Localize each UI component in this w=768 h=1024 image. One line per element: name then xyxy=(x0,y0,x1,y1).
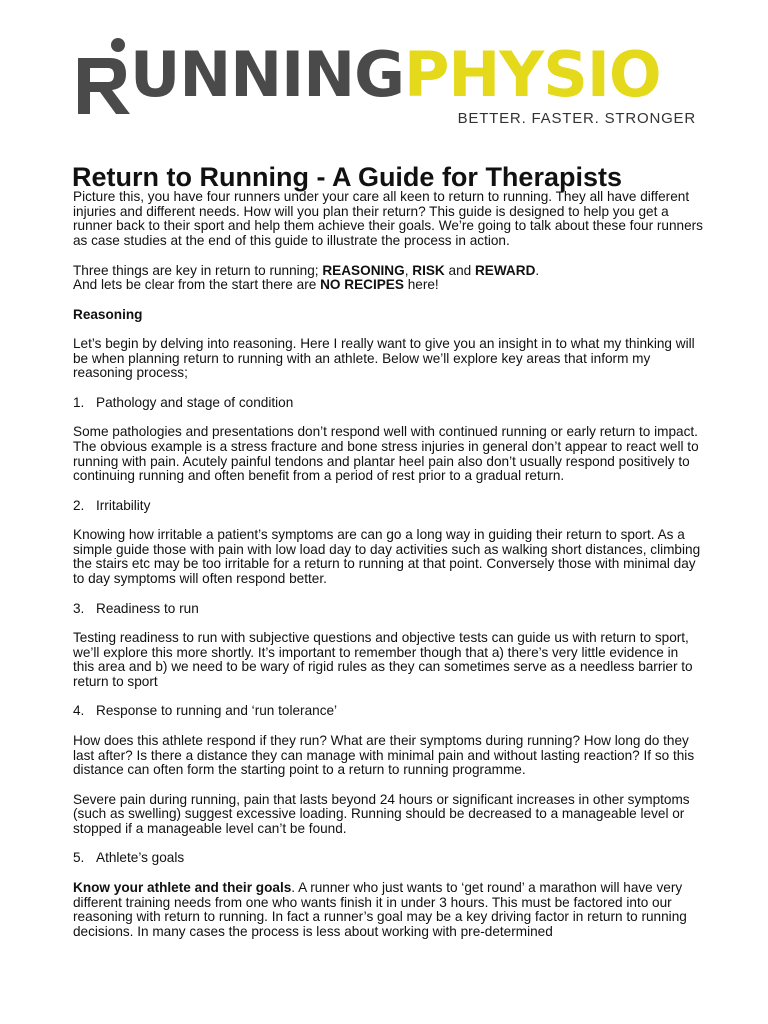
key-comma: , xyxy=(404,262,413,278)
readiness-paragraph: Testing readiness to run with subjective questions and objective tests can guide us with return to sport, we’ll explore this more shortly. It’s important to remember though that a) there’s very little evidence in this area and b) we need to be wary of rigid rules as they can sometimes serve as a needless barrier to return to sport xyxy=(73,629,693,690)
list-item xyxy=(73,704,703,719)
document-body xyxy=(73,190,703,954)
key-risk: RISK xyxy=(412,262,445,278)
list-item xyxy=(73,499,703,514)
reasoning-intro: Let’s begin by delving into reasoning. Here I really want to give you an insight in to what my thinking will be when planning return to running with an athlete. Below we’ll explore key areas that inform my reasoning process; xyxy=(73,335,695,381)
key-line2-prefix: And lets be clear from the start there are xyxy=(73,277,321,293)
list-item-title: Athlete’s goals xyxy=(96,850,185,866)
irritability-paragraph: Knowing how irritable a patient’s symptoms are can go a long way in guiding their return to sport. As a simple guide those with pain with low load day to day activities such as walking short distances, climbing the stairs etc may be too irritable for a return to running at that point. Conversely those with minimal day to day symptoms will often respond better. xyxy=(73,527,701,587)
intro-paragraph: Picture this, you have four runners under your care all keen to return to running. They all have different injuries and different needs. How will you plan their return? This guide is designed to help you get a runner back to their sport and help them achieve their goals. We’re going to talk about these four runners as case studies at the end of this guide to illustrate the process in action. xyxy=(73,189,703,249)
pathology-paragraph: Some pathologies and presentations don’t respond well with continued running or early return to impact. The obvious example is a stress fracture and bone stress injuries in general don’t appear to react well to running with pain. Acutely painful tendons and plantar heel pain also don’t usually respond positively to continuing running and often benefit from a period of rest prior to a gradual return. xyxy=(73,424,699,484)
list-item-number: 2. xyxy=(73,497,85,513)
list-item-number: 3. xyxy=(73,600,85,616)
list-item-title: Readiness to run xyxy=(96,600,199,616)
list-item-number: 5. xyxy=(73,850,85,866)
list-item-title: Irritability xyxy=(96,497,151,513)
goals-text: . A runner who just wants to ‘get round’ a marathon will have very different training needs from one who wants finish it in under 3 hours. This must be factored into our reasoning with return to running. In fact a runner’s goal may be a key driving factor in return to running decisions. In many cases the process is less about working with pre-determined xyxy=(73,879,687,939)
key-no-recipes: NO RECIPES xyxy=(320,277,404,293)
response-paragraph-2: Severe pain during running, pain that lasts beyond 24 hours or significant increases in other symptoms (such as swelling) suggest excessive loading. Running should be decreased to a manageable level or stopped if a manageable level can’t be found. xyxy=(73,791,690,837)
key-paragraph xyxy=(73,264,703,293)
key-period: . xyxy=(535,262,540,278)
response-paragraph-1: How does this athlete respond if they run? What are their symptoms during running? How long do they last after? Is there a distance they can manage with minimal pain and without lasting reaction? If so this distance can often form the starting point to a return to running programme. xyxy=(73,732,695,778)
logo-running-text: UNNING xyxy=(130,38,404,111)
document-title: Return to Running - A Guide for Therapists xyxy=(72,162,622,193)
logo-physio-text: PHYSIO xyxy=(403,38,661,111)
reasoning-heading-text: Reasoning xyxy=(73,306,143,322)
logo-tagline: BETTER. FASTER. STRONGER xyxy=(457,110,696,127)
goals-bold-text: Know your athlete and their goals xyxy=(73,879,292,895)
list-item-title: Pathology and stage of condition xyxy=(96,394,294,410)
list-item-title: Response to running and ‘run tolerance’ xyxy=(96,703,338,719)
key-line-2 xyxy=(73,278,703,293)
logo-wordmark xyxy=(72,40,661,110)
reasoning-heading xyxy=(73,308,703,323)
list-item-number: 4. xyxy=(73,703,85,719)
key-prefix: Three things are key in return to running; xyxy=(73,262,323,278)
list-item xyxy=(73,396,703,411)
key-and: and xyxy=(444,262,475,278)
key-line2-suffix: here! xyxy=(403,277,439,293)
goals-paragraph xyxy=(73,881,703,940)
list-item-number: 1. xyxy=(73,394,85,410)
list-item xyxy=(73,602,703,617)
key-reasoning: REASONING xyxy=(322,262,405,278)
key-reward: REWARD xyxy=(474,262,536,278)
running-physio-logo xyxy=(72,36,698,128)
key-line-1 xyxy=(73,264,703,279)
list-item xyxy=(73,851,703,866)
